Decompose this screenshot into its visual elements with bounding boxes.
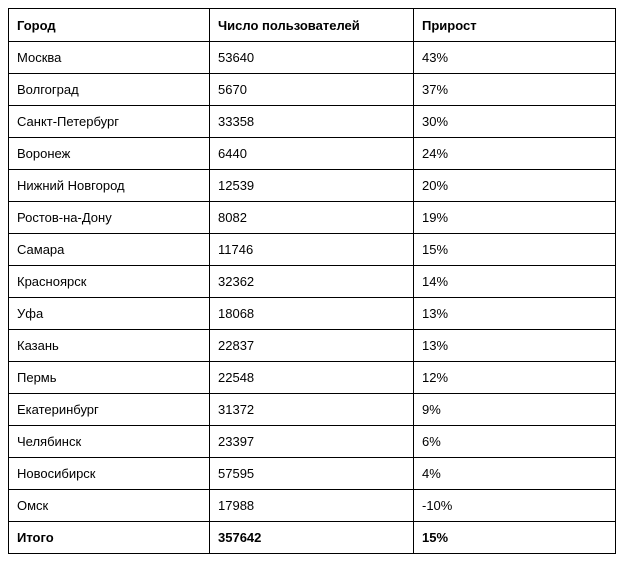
city-users-table	[8, 8, 616, 554]
table-row	[9, 138, 616, 170]
cell-city: Новосибирск	[9, 458, 210, 490]
cell-growth: 19%	[414, 202, 616, 234]
cell-users: 17988	[210, 490, 414, 522]
cell-users: 53640	[210, 42, 414, 74]
table-row	[9, 106, 616, 138]
total-city: Итого	[9, 522, 210, 554]
cell-growth: 4%	[414, 458, 616, 490]
total-growth: 15%	[414, 522, 616, 554]
table-row	[9, 490, 616, 522]
cell-growth: 6%	[414, 426, 616, 458]
cell-city: Воронеж	[9, 138, 210, 170]
cell-growth: 30%	[414, 106, 616, 138]
cell-growth: 14%	[414, 266, 616, 298]
header-city: Город	[9, 9, 210, 42]
cell-city: Челябинск	[9, 426, 210, 458]
cell-city: Красноярск	[9, 266, 210, 298]
cell-users: 6440	[210, 138, 414, 170]
cell-users: 31372	[210, 394, 414, 426]
total-row	[9, 522, 616, 554]
cell-users: 22837	[210, 330, 414, 362]
table-row	[9, 458, 616, 490]
cell-city: Уфа	[9, 298, 210, 330]
table-header	[9, 9, 616, 42]
header-growth: Прирост	[414, 9, 616, 42]
cell-growth: 12%	[414, 362, 616, 394]
table-row	[9, 362, 616, 394]
table-row	[9, 330, 616, 362]
cell-city: Самара	[9, 234, 210, 266]
cell-city: Санкт-Петербург	[9, 106, 210, 138]
total-users: 357642	[210, 522, 414, 554]
cell-growth: 37%	[414, 74, 616, 106]
cell-city: Омск	[9, 490, 210, 522]
table-row	[9, 426, 616, 458]
cell-users: 18068	[210, 298, 414, 330]
cell-city: Ростов-на-Дону	[9, 202, 210, 234]
header-users: Число пользователей	[210, 9, 414, 42]
cell-growth: -10%	[414, 490, 616, 522]
cell-city: Казань	[9, 330, 210, 362]
cell-city: Нижний Новгород	[9, 170, 210, 202]
cell-growth: 13%	[414, 330, 616, 362]
cell-users: 8082	[210, 202, 414, 234]
table-row	[9, 170, 616, 202]
cell-growth: 9%	[414, 394, 616, 426]
cell-growth: 24%	[414, 138, 616, 170]
table-row	[9, 202, 616, 234]
cell-users: 32362	[210, 266, 414, 298]
table-row	[9, 266, 616, 298]
cell-growth: 13%	[414, 298, 616, 330]
table-row	[9, 298, 616, 330]
cell-users: 57595	[210, 458, 414, 490]
table-row	[9, 394, 616, 426]
cell-users: 33358	[210, 106, 414, 138]
cell-users: 23397	[210, 426, 414, 458]
cell-users: 12539	[210, 170, 414, 202]
cell-growth: 20%	[414, 170, 616, 202]
cell-city: Екатеринбург	[9, 394, 210, 426]
cell-city: Волгоград	[9, 74, 210, 106]
cell-city: Москва	[9, 42, 210, 74]
cell-growth: 15%	[414, 234, 616, 266]
header-row	[9, 9, 616, 42]
table-body	[9, 42, 616, 554]
cell-city: Пермь	[9, 362, 210, 394]
table-row	[9, 42, 616, 74]
cell-users: 5670	[210, 74, 414, 106]
cell-users: 22548	[210, 362, 414, 394]
table-row	[9, 234, 616, 266]
cell-growth: 43%	[414, 42, 616, 74]
table-row	[9, 74, 616, 106]
cell-users: 11746	[210, 234, 414, 266]
